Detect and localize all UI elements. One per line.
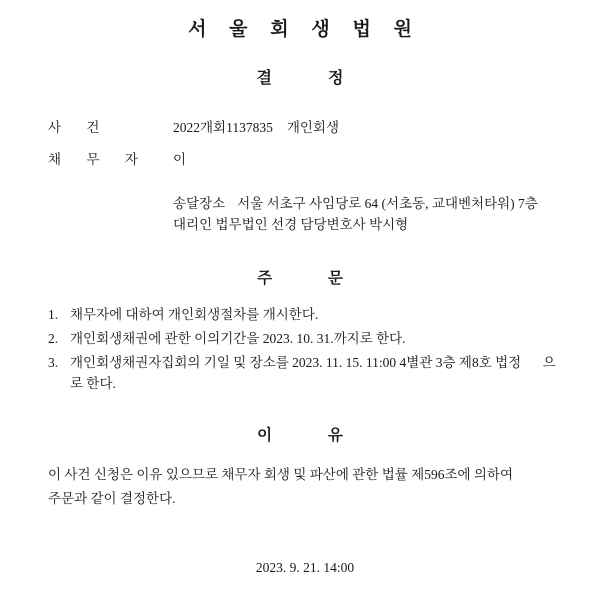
case-field-label: 사 건 [48,120,111,135]
order-item-number: 3. [48,354,59,370]
case-type: 개인회생 [286,120,340,135]
order-item-list [0,304,600,395]
reason-section-heading: 이 유 [257,427,369,445]
reason-body [0,463,600,509]
order-item-text: 개인회생채권자집회의 기일 및 장소를 2023. 11. 15. 11:00 4별관 3층 제8호 법정 [70,354,522,370]
agent-line: 대리인 법무법인 선경 담당변호사 박시형 [173,216,409,232]
case-field-value [173,116,600,136]
order-item [48,352,560,396]
decision-datestamp: 2023. 9. 21. 14:00 [255,560,355,575]
decision-document-page [0,14,600,590]
order-item [48,304,560,326]
debtor-field-label: 채 무 자 [48,152,149,167]
service-address-label: 송달장소 [173,196,226,211]
debtor-field-row [0,148,600,168]
case-number: 2022개회1137835 [173,120,273,135]
order-item-text: 채무자에 대하여 개인회생절차를 개시한다. [70,306,319,322]
case-field-row [0,116,600,136]
order-item [48,328,560,350]
service-address-value: 서울 서초구 사임당로 64 (서초동, 교대벤처타워) 7층 [237,196,538,211]
order-item-text: 개인회생채권에 관한 이의기간을 2023. 10. 31.까지로 한다. [70,330,406,346]
reason-line-1: 이 사건 신청은 이유 있으므로 채무자 회생 및 파산에 관한 법률 제596조에 의하여 [48,467,514,483]
reason-line-2: 주문과 같이 결정한다. [48,490,176,506]
address-block [0,194,600,236]
order-section-heading: 주 문 [257,269,369,287]
service-address-line [173,194,600,215]
order-item-continuation: 으로 한다. [70,354,556,392]
order-item-number: 2. [48,330,59,346]
document-type-heading: 결 정 [256,70,370,87]
court-title: 서 울 회 생 법 원 [188,19,421,40]
debtor-name: 이 [173,152,187,167]
order-item-number: 1. [48,306,59,322]
